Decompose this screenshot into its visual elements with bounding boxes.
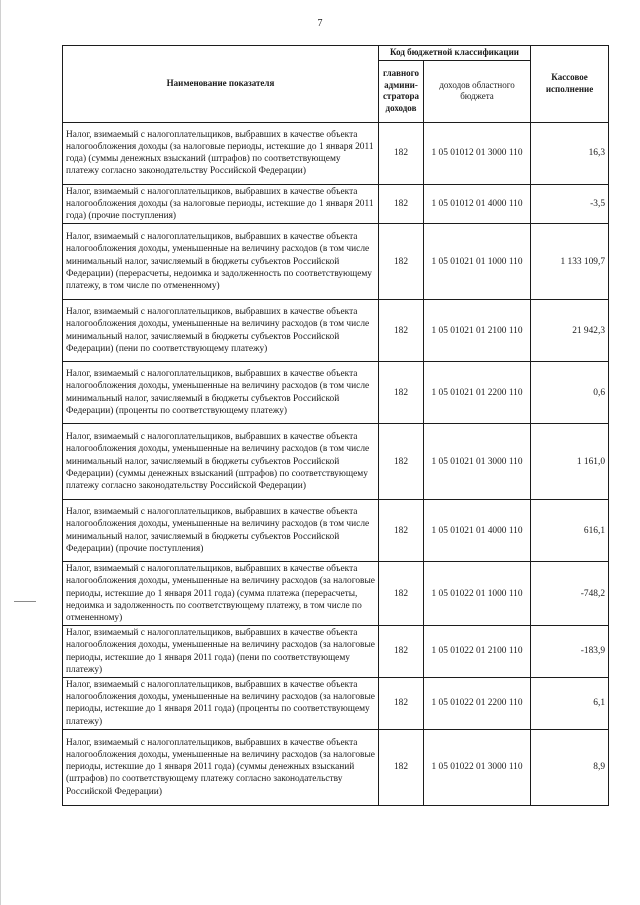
row-name: Налог, взимаемый с налогоплательщиков, выбравших в качестве объекта налогообложения доходы, уменьшенные на величину расходов (в том числе минимальный налог, зачисляемый в бюджеты субъектов Российской Федерации) (прочие поступления) [63, 500, 379, 562]
row-admin-code: 182 [379, 224, 424, 300]
table-body [63, 122, 609, 805]
row-name: Налог, взимаемый с налогоплательщиков, выбравших в качестве объекта налогообложения доходы (за налоговые периоды, истекшие до 1 января 2011 года) (суммы денежных взысканий (штрафов) по соответствующему платежу согласно законодательству Российской Федерации) [63, 122, 379, 184]
row-amount: -748,2 [531, 562, 609, 626]
row-name: Налог, взимаемый с налогоплательщиков, выбравших в качестве объекта налогообложения доходы, уменьшенные на величину расходов (за налоговые периоды, истекшие до 1 января 2011 года) (суммы денежных взысканий (штрафов) по соответствующему платежу согласно законодательству Российской Федерации) [63, 729, 379, 805]
header-name: Наименование показателя [63, 46, 379, 123]
row-budget-code: 1 05 01012 01 4000 110 [424, 184, 531, 224]
header-amount: Кассовое исполнение [531, 46, 609, 123]
row-amount: 21 942,3 [531, 300, 609, 362]
scan-margin-mark [14, 601, 36, 602]
row-admin-code: 182 [379, 122, 424, 184]
row-name: Налог, взимаемый с налогоплательщиков, выбравших в качестве объекта налогообложения доходы, уменьшенные на величину расходов (за налоговые периоды, истекшие до 1 января 2011 года) (проценты по соответствующему платежу) [63, 677, 379, 729]
row-budget-code: 1 05 01021 01 4000 110 [424, 500, 531, 562]
row-budget-code: 1 05 01021 01 1000 110 [424, 224, 531, 300]
budget-table [62, 45, 609, 806]
row-budget-code: 1 05 01022 01 1000 110 [424, 562, 531, 626]
row-amount: 616,1 [531, 500, 609, 562]
row-budget-code: 1 05 01012 01 3000 110 [424, 122, 531, 184]
row-admin-code: 182 [379, 677, 424, 729]
table-row [63, 729, 609, 805]
row-name: Налог, взимаемый с налогоплательщиков, выбравших в качестве объекта налогообложения доходы, уменьшенные на величину расходов (в том числе минимальный налог, зачисляемый в бюджеты субъектов Российской Федерации) (перерасчеты, недоимка и задолженность по соответствующему платежу, в том числе по отмененному) [63, 224, 379, 300]
row-amount: 8,9 [531, 729, 609, 805]
row-budget-code: 1 05 01021 01 2200 110 [424, 362, 531, 424]
row-admin-code: 182 [379, 562, 424, 626]
row-budget-code: 1 05 01022 01 3000 110 [424, 729, 531, 805]
row-admin-code: 182 [379, 729, 424, 805]
table-row [63, 424, 609, 500]
header-budget-code: Код бюджетной классификации [379, 46, 531, 61]
row-amount: 16,3 [531, 122, 609, 184]
row-amount: -183,9 [531, 626, 609, 678]
table-row [63, 626, 609, 678]
row-name: Налог, взимаемый с налогоплательщиков, выбравших в качестве объекта налогообложения доходы (за налоговые периоды, истекшие до 1 января 2011 года) (прочие поступления) [63, 184, 379, 224]
row-name: Налог, взимаемый с налогоплательщиков, выбравших в качестве объекта налогообложения доходы, уменьшенные на величину расходов (в том числе минимальный налог, зачисляемый в бюджеты субъектов Российской Федерации) (суммы денежных взысканий (штрафов) по соответствующему платежу согласно законодательству Российской Федерации) [63, 424, 379, 500]
row-name: Налог, взимаемый с налогоплательщиков, выбравших в качестве объекта налогообложения доходы, уменьшенные на величину расходов (за налоговые периоды, истекшие до 1 января 2011 года) (сумма платежа (перерасчеты, недоимка и задолженность по соответствующему платежу, в том числе по отмененному) [63, 562, 379, 626]
row-amount: 6,1 [531, 677, 609, 729]
row-admin-code: 182 [379, 500, 424, 562]
table-row [63, 184, 609, 224]
row-name: Налог, взимаемый с налогоплательщиков, выбравших в качестве объекта налогообложения доходы, уменьшенные на величину расходов (за налоговые периоды, истекшие до 1 января 2011 года) (пени по соответствующему платежу) [63, 626, 379, 678]
row-budget-code: 1 05 01021 01 3000 110 [424, 424, 531, 500]
row-amount: 1 161,0 [531, 424, 609, 500]
table-row [63, 362, 609, 424]
row-admin-code: 182 [379, 424, 424, 500]
row-budget-code: 1 05 01021 01 2100 110 [424, 300, 531, 362]
header-admin: главного админи-стратора доходов [379, 60, 424, 122]
table-row [63, 224, 609, 300]
row-admin-code: 182 [379, 626, 424, 678]
table-row [63, 562, 609, 626]
row-name: Налог, взимаемый с налогоплательщиков, выбравших в качестве объекта налогообложения доходы, уменьшенные на величину расходов (в том числе минимальный налог, зачисляемый в бюджеты субъектов Российской Федерации) (проценты по соответствующему платежу) [63, 362, 379, 424]
row-name: Налог, взимаемый с налогоплательщиков, выбравших в качестве объекта налогообложения доходы, уменьшенные на величину расходов (в том числе минимальный налог, зачисляемый в бюджеты субъектов Российской Федерации) (пени по соответствующему платежу) [63, 300, 379, 362]
scan-edge [0, 0, 1, 905]
table-row [63, 300, 609, 362]
table-row [63, 677, 609, 729]
row-admin-code: 182 [379, 300, 424, 362]
row-admin-code: 182 [379, 184, 424, 224]
table-row [63, 122, 609, 184]
row-amount: 0,6 [531, 362, 609, 424]
page-number: 7 [317, 18, 323, 29]
row-amount: 1 133 109,7 [531, 224, 609, 300]
row-admin-code: 182 [379, 362, 424, 424]
header-code: доходов областного бюджета [424, 60, 531, 122]
row-budget-code: 1 05 01022 01 2100 110 [424, 626, 531, 678]
table-row [63, 500, 609, 562]
row-amount: -3,5 [531, 184, 609, 224]
row-budget-code: 1 05 01022 01 2200 110 [424, 677, 531, 729]
